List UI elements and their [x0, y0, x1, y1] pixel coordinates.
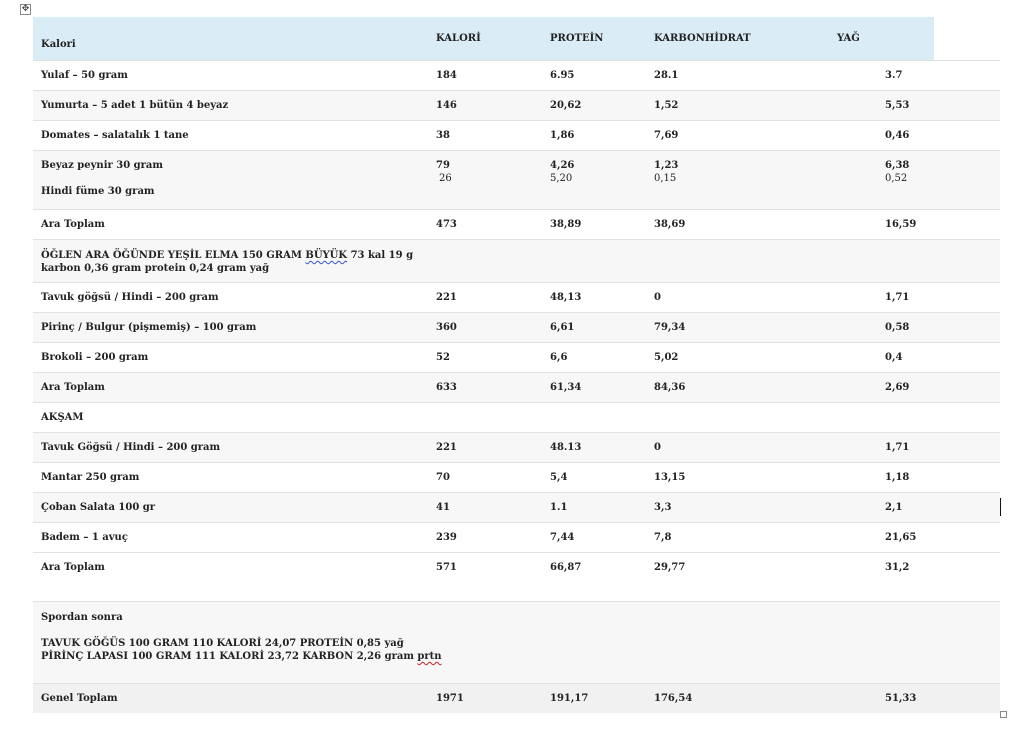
row-yag: 21,65: [885, 532, 917, 543]
row-name: Yumurta – 5 adet 1 bütün 4 beyaz: [41, 100, 229, 111]
grand-total-row: [33, 683, 1000, 713]
row-karbonhidrat: 7,69: [654, 130, 679, 141]
row-name: Çoban Salata 100 gr: [41, 502, 156, 513]
table-row: [33, 462, 1000, 492]
row-yag: 0,46: [885, 130, 910, 141]
row-name: Yulaf – 50 gram: [41, 70, 128, 81]
subtotal-row: [33, 552, 1000, 601]
row-yag: 2,69: [885, 382, 910, 393]
row-protein: 4,26: [550, 160, 575, 171]
row-kalori: 221: [436, 442, 457, 453]
row-karbonhidrat: 5,02: [654, 352, 679, 363]
header-protein: PROTEİN: [550, 33, 604, 44]
table-row: [33, 150, 1000, 209]
row-protein: 38,89: [550, 219, 582, 230]
row-name: Ara Toplam: [41, 562, 105, 573]
row-protein: 1.1: [550, 502, 568, 513]
subtotal-row: [33, 372, 1000, 402]
row-kalori: 473: [436, 219, 457, 230]
row-karbonhidrat: 84,36: [654, 382, 686, 393]
row-kalori: 79: [436, 160, 450, 171]
section-note-noon: [33, 239, 1000, 282]
evening-label: AKŞAM: [41, 412, 84, 423]
row-yag: 1,71: [885, 292, 910, 303]
row-karbonhidrat: 7,8: [654, 532, 672, 543]
row-yag: 16,59: [885, 219, 917, 230]
row-kalori: 146: [436, 100, 457, 111]
table-row: [33, 282, 1000, 312]
row-protein: 6,61: [550, 322, 575, 333]
header-kalori: KALORİ: [436, 33, 481, 44]
row-name: Badem – 1 avuç: [41, 532, 128, 543]
row-name: Ara Toplam: [41, 382, 105, 393]
row-protein: 61,34: [550, 382, 582, 393]
row-yag-secondary: 0,52: [885, 173, 908, 184]
section-note-post-workout: [33, 601, 1000, 683]
table-row: [33, 492, 1000, 522]
row-protein: 7,44: [550, 532, 575, 543]
section-heading-evening: [33, 402, 1000, 432]
row-kalori: 52: [436, 352, 450, 363]
row-karbonhidrat: 29,77: [654, 562, 686, 573]
row-kalori: 571: [436, 562, 457, 573]
row-protein: 6.95: [550, 70, 575, 81]
spellcheck-underline-word: BÜYÜK: [305, 250, 348, 261]
table-row: [33, 312, 1000, 342]
post-workout-line-2: PİRİNÇ LAPASI 100 GRAM 111 KALORİ 23,72 KARBON 2,26 gram prtn: [41, 651, 442, 662]
row-kalori: 360: [436, 322, 457, 333]
row-yag: 31,2: [885, 562, 910, 573]
text-cursor: [1000, 498, 1001, 516]
row-kalori: 184: [436, 70, 457, 81]
row-karbonhidrat-secondary: 0,15: [654, 173, 677, 184]
row-name: Domates – salatalık 1 tane: [41, 130, 189, 141]
table-move-handle[interactable]: ✥: [21, 4, 30, 14]
row-karbonhidrat: 13,15: [654, 472, 686, 483]
row-kalori: 221: [436, 292, 457, 303]
noon-note-line-2: karbon 0,36 gram protein 0,24 gram yağ: [41, 263, 270, 274]
row-name: Mantar 250 gram: [41, 472, 140, 483]
row-karbonhidrat: 38,69: [654, 219, 686, 230]
post-workout-title: Spordan sonra: [41, 612, 123, 623]
row-yag: 51,33: [885, 693, 917, 704]
row-karbonhidrat: 79,34: [654, 322, 686, 333]
table-row: [33, 120, 1000, 150]
table-row: [33, 342, 1000, 372]
row-protein: 191,17: [550, 693, 589, 704]
table-resize-handle[interactable]: [1000, 711, 1007, 718]
row-kalori-secondary: 26: [439, 173, 452, 184]
header-karbonhidrat: KARBONHİDRAT: [654, 33, 751, 44]
row-yag: 5,53: [885, 100, 910, 111]
header-yag: YAĞ: [837, 33, 860, 44]
row-protein: 5,4: [550, 472, 568, 483]
table-row: [33, 432, 1000, 462]
post-workout-line-1: TAVUK GÖĞÜS 100 GRAM 110 KALORİ 24,07 PROTEİN 0,85 yağ: [41, 638, 404, 649]
row-protein: 20,62: [550, 100, 582, 111]
row-kalori: 70: [436, 472, 450, 483]
row-name: Tavuk Göğsü / Hindi – 200 gram: [41, 442, 221, 453]
row-karbonhidrat: 1,23: [654, 160, 679, 171]
row-name: Beyaz peynir 30 gram: [41, 160, 163, 171]
row-yag: 1,71: [885, 442, 910, 453]
row-name: Brokoli – 200 gram: [41, 352, 149, 363]
table-row: [33, 522, 1000, 552]
row-name: Tavuk göğsü / Hindi – 200 gram: [41, 292, 219, 303]
row-karbonhidrat: 3,3: [654, 502, 672, 513]
row-karbonhidrat: 176,54: [654, 693, 693, 704]
row-protein: 48.13: [550, 442, 582, 453]
row-karbonhidrat: 1,52: [654, 100, 679, 111]
row-kalori: 239: [436, 532, 457, 543]
row-protein: 1,86: [550, 130, 575, 141]
subtotal-row: [33, 209, 1000, 239]
row-protein: 48,13: [550, 292, 582, 303]
row-yag: 0,4: [885, 352, 903, 363]
row-name: Genel Toplam: [41, 693, 118, 704]
row-karbonhidrat: 0: [654, 292, 661, 303]
row-yag: 2,1: [885, 502, 903, 513]
row-name: Pirinç / Bulgur (pişmemiş) – 100 gram: [41, 322, 257, 333]
table-row: [33, 60, 1000, 90]
noon-note-line-1: ÖĞLEN ARA ÖĞÜNDE YEŞİL ELMA 150 GRAM BÜYÜK 73 kal 19 g: [41, 250, 414, 261]
row-name-secondary: Hindi füme 30 gram: [41, 186, 155, 197]
row-yag: 1,18: [885, 472, 910, 483]
row-kalori: 41: [436, 502, 450, 513]
row-protein-secondary: 5,20: [550, 173, 573, 184]
nutrition-table: [33, 17, 1000, 713]
row-protein: 6,6: [550, 352, 568, 363]
row-kalori: 1971: [436, 693, 464, 704]
row-yag: 3.7: [885, 70, 903, 81]
row-kalori: 633: [436, 382, 457, 393]
row-yag: 0,58: [885, 322, 910, 333]
row-name: Ara Toplam: [41, 219, 105, 230]
table-row: [33, 90, 1000, 120]
row-karbonhidrat: 0: [654, 442, 661, 453]
row-protein: 66,87: [550, 562, 582, 573]
header-kalori-label: Kalori: [41, 39, 76, 50]
row-karbonhidrat: 28.1: [654, 70, 679, 81]
row-kalori: 38: [436, 130, 450, 141]
spellcheck-underline-word: prtn: [417, 651, 442, 662]
row-yag: 6,38: [885, 160, 910, 171]
table-header-row: [33, 17, 934, 60]
